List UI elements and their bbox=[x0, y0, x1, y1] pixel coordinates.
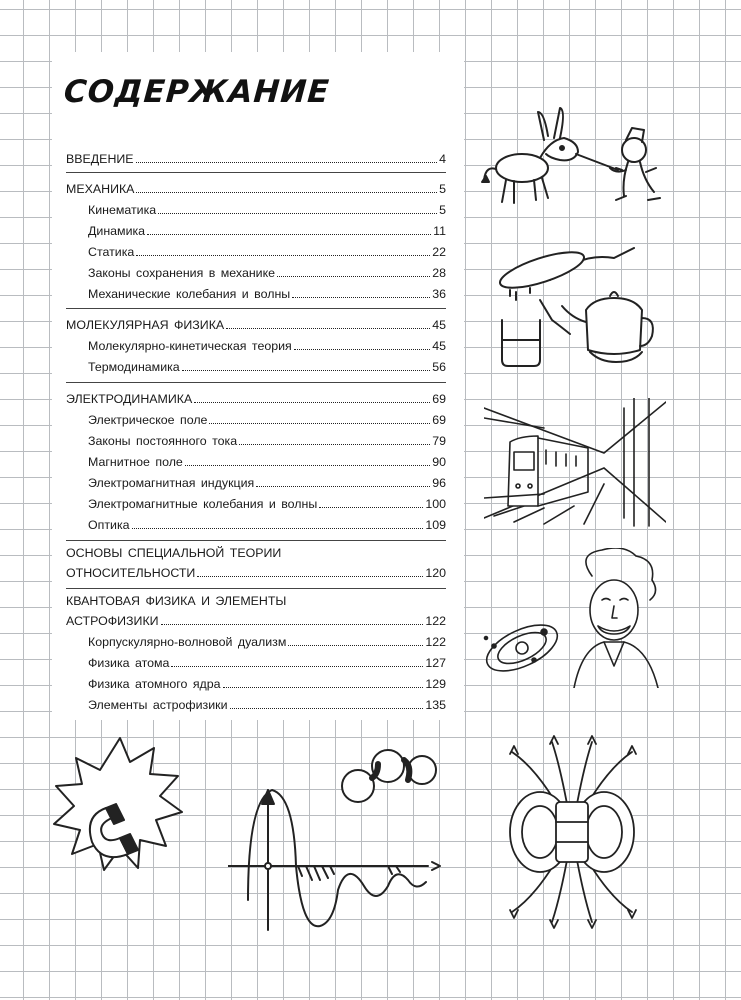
toc-entry-page: 100 bbox=[425, 497, 446, 511]
toc-subentry[interactable] bbox=[88, 335, 446, 353]
leader-dots bbox=[239, 443, 430, 445]
toc-entry-label: Динамика bbox=[88, 224, 146, 238]
leader-dots bbox=[319, 506, 423, 508]
leader-dots bbox=[223, 686, 424, 688]
toc-subentry[interactable] bbox=[88, 631, 446, 649]
toc-entry-page: 69 bbox=[432, 392, 446, 406]
toc-entry-label: МЕХАНИКА bbox=[66, 182, 135, 196]
section-divider bbox=[66, 588, 446, 589]
leader-dots bbox=[294, 348, 430, 350]
toc-entry-page: 45 bbox=[432, 318, 446, 332]
leader-dots bbox=[136, 254, 430, 256]
toc-subentry[interactable] bbox=[88, 262, 446, 280]
toc-subentry[interactable] bbox=[88, 472, 446, 490]
toc-entry-label: Физика атомного ядра bbox=[88, 677, 221, 691]
coil-field-illustration bbox=[492, 732, 652, 932]
toc-entry-quantum[interactable] bbox=[66, 610, 446, 628]
toc-entry-label: Законы сохранения в механике bbox=[88, 266, 276, 280]
toc-subentry[interactable] bbox=[88, 493, 446, 511]
toc-entry-label: Статика bbox=[88, 245, 135, 259]
toc-subentry[interactable] bbox=[88, 694, 446, 712]
subway-train-illustration bbox=[484, 398, 666, 528]
toc-subentry[interactable] bbox=[88, 220, 446, 238]
toc-entry-relativity-line1[interactable] bbox=[66, 546, 446, 560]
leader-dots bbox=[185, 464, 430, 466]
leader-dots bbox=[292, 296, 430, 298]
leader-dots bbox=[136, 191, 437, 193]
toc-subentry[interactable] bbox=[88, 199, 446, 217]
toc-entry-label: Оптика bbox=[88, 518, 130, 532]
section-divider bbox=[66, 308, 446, 309]
leader-dots bbox=[230, 707, 424, 709]
toc-entry-label: ОСНОВЫ СПЕЦИАЛЬНОЙ ТЕОРИИ bbox=[66, 546, 282, 560]
leader-dots bbox=[194, 401, 430, 403]
toc-entry-page: 127 bbox=[425, 656, 446, 670]
leader-dots bbox=[226, 327, 430, 329]
toc-subentry[interactable] bbox=[88, 673, 446, 691]
toc-entry-label: Физика атома bbox=[88, 656, 170, 670]
leader-dots bbox=[182, 369, 431, 371]
einstein-illustration bbox=[474, 548, 674, 688]
toc-entry-label: ВВЕДЕНИЕ bbox=[66, 152, 134, 166]
toc-entry-label: Корпускулярно-волновой дуализм bbox=[88, 635, 287, 649]
toc-entry-electrodynamics[interactable] bbox=[66, 388, 446, 406]
toc-entry-label: Электромагнитная индукция bbox=[88, 476, 255, 490]
toc-entry-label: Законы постоянного тока bbox=[88, 434, 238, 448]
wave-graph-illustration bbox=[228, 740, 458, 940]
toc-entry-page: 45 bbox=[432, 339, 446, 353]
toc-entry-page: 69 bbox=[432, 413, 446, 427]
toc-entry-label: Термодинамика bbox=[88, 360, 180, 374]
toc-entry-page: 122 bbox=[425, 614, 446, 628]
toc-entry-page: 120 bbox=[425, 566, 446, 580]
toc-entry-label: МОЛЕКУЛЯРНАЯ ФИЗИКА bbox=[66, 318, 225, 332]
toc-entry-quantum-line1[interactable] bbox=[66, 594, 446, 608]
toc-subentry[interactable] bbox=[88, 283, 446, 301]
toc-entry-label: Магнитное поле bbox=[88, 455, 183, 469]
toc-entry-page: 135 bbox=[425, 698, 446, 712]
toc-entry-label: ОТНОСИТЕЛЬНОСТИ bbox=[66, 566, 196, 580]
toc-subentry[interactable] bbox=[88, 652, 446, 670]
leader-dots bbox=[136, 161, 438, 163]
leader-dots bbox=[132, 527, 424, 529]
toc-subentry[interactable] bbox=[88, 241, 446, 259]
toc-entry-label: Электромагнитные колебания и волны bbox=[88, 497, 318, 511]
toc-entry-label: Элементы астрофизики bbox=[88, 698, 228, 712]
contents-panel bbox=[52, 52, 464, 720]
toc-entry-molecular-physics[interactable] bbox=[66, 314, 446, 332]
toc-entry-page: 90 bbox=[432, 455, 446, 469]
leader-dots bbox=[161, 623, 424, 625]
toc-subentry[interactable] bbox=[88, 451, 446, 469]
leader-dots bbox=[277, 275, 430, 277]
toc-entry-mechanics[interactable] bbox=[66, 178, 446, 196]
toc-entry-label: АСТРОФИЗИКИ bbox=[66, 614, 159, 628]
toc-entry-label: Молекулярно-кинетическая теория bbox=[88, 339, 292, 353]
toc-entry-page: 129 bbox=[425, 677, 446, 691]
toc-entry-page: 122 bbox=[425, 635, 446, 649]
toc-subentry[interactable] bbox=[88, 430, 446, 448]
toc-subentry[interactable] bbox=[88, 514, 446, 532]
toc-subentry[interactable] bbox=[88, 356, 446, 374]
page-title: СОДЕРЖАНИЕ bbox=[62, 74, 331, 110]
toc-entry-relativity[interactable] bbox=[66, 562, 446, 580]
magnet-illustration bbox=[50, 732, 190, 912]
leader-dots bbox=[288, 644, 423, 646]
leader-dots bbox=[256, 485, 430, 487]
toc-subentry[interactable] bbox=[88, 409, 446, 427]
toc-entry-label: КВАНТОВАЯ ФИЗИКА И ЭЛЕМЕНТЫ bbox=[66, 594, 287, 608]
toc-entry-page: 109 bbox=[425, 518, 446, 532]
toc-entry-intro[interactable] bbox=[66, 148, 446, 166]
donkey-illustration bbox=[478, 100, 678, 220]
toc-entry-page: 36 bbox=[432, 287, 446, 301]
toc-entry-page: 5 bbox=[439, 182, 446, 196]
toc-entry-label: Электрическое поле bbox=[88, 413, 208, 427]
toc-entry-page: 79 bbox=[432, 434, 446, 448]
section-divider bbox=[66, 172, 446, 173]
kettle-illustration bbox=[490, 240, 660, 370]
toc-entry-page: 22 bbox=[432, 245, 446, 259]
toc-entry-page: 11 bbox=[433, 224, 446, 238]
toc-entry-label: ЭЛЕКТРОДИНАМИКА bbox=[66, 392, 193, 406]
toc-entry-page: 5 bbox=[439, 203, 446, 217]
toc-entry-page: 96 bbox=[432, 476, 446, 490]
leader-dots bbox=[147, 233, 431, 235]
toc-entry-label: Механические колебания и волны bbox=[88, 287, 291, 301]
leader-dots bbox=[209, 422, 430, 424]
leader-dots bbox=[197, 575, 423, 577]
toc-entry-label: Кинематика bbox=[88, 203, 157, 217]
section-divider bbox=[66, 382, 446, 383]
toc-entry-page: 28 bbox=[432, 266, 446, 280]
toc-entry-page: 4 bbox=[439, 152, 446, 166]
leader-dots bbox=[171, 665, 423, 667]
section-divider bbox=[66, 540, 446, 541]
leader-dots bbox=[158, 212, 437, 214]
toc-entry-page: 56 bbox=[432, 360, 446, 374]
